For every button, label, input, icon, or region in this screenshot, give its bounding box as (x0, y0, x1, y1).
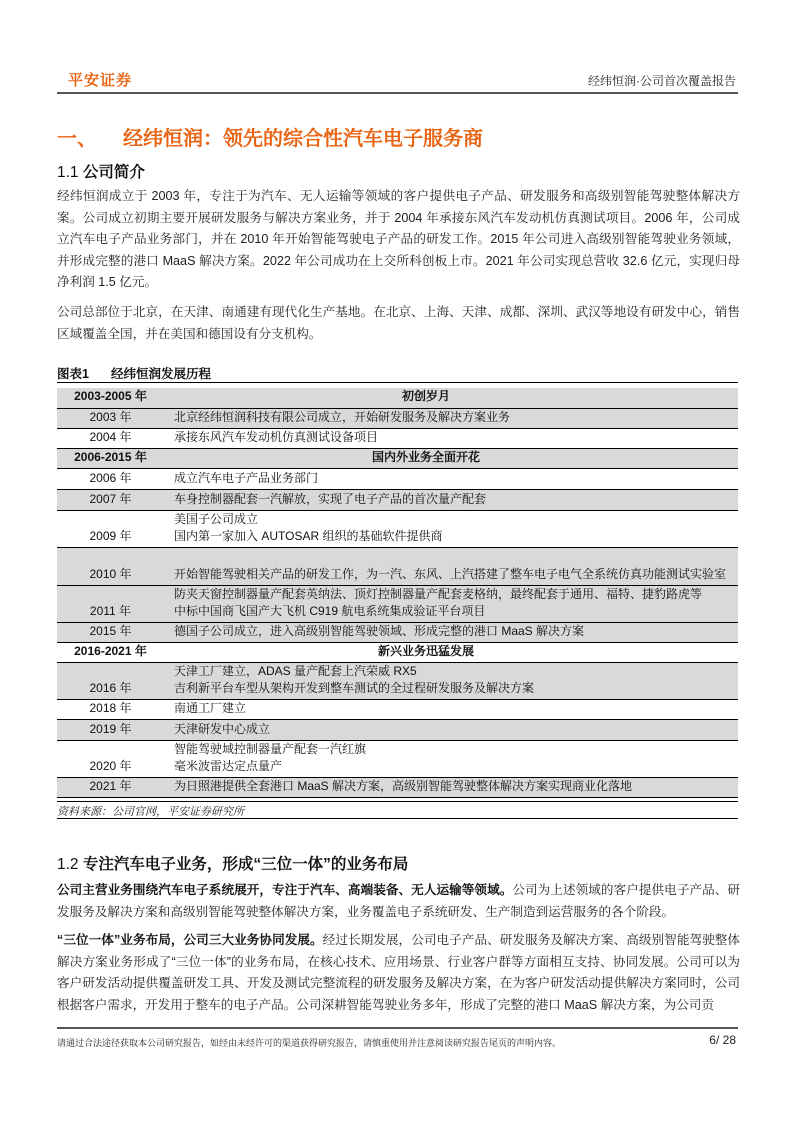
year-cell: 2016 年 (57, 662, 164, 699)
year-cell: 2003-2005 年 (57, 388, 164, 408)
year-cell: 2009 年 (57, 510, 164, 547)
section-heading (57, 122, 483, 151)
year-cell: 2019 年 (57, 719, 164, 740)
table-row (57, 777, 738, 797)
table-row (57, 547, 738, 585)
section-number: 一、 (57, 128, 97, 150)
event-cell: 初创岁月 (164, 388, 738, 408)
document-title: 经纬恒润·公司首次覆盖报告 (588, 74, 736, 88)
event-cell: 国内外业务全面开花 (164, 448, 738, 468)
subsection-title: 专注汽车电子业务，形成“三位一体”的业务布局 (82, 856, 409, 873)
table-row (57, 662, 738, 699)
table-row (57, 585, 738, 622)
event-cell: 美国子公司成立 国内第一家加入 AUTOSAR 组织的基础软件提供商 (164, 510, 738, 547)
footer-disclaimer: 请通过合法途径获取本公司研究报告，如经由未经许可的渠道获得研究报告，请慎重使用并注意阅读研究报告尾页的声明内容。 (57, 1038, 562, 1048)
subsection-number: 1.2 (57, 856, 79, 873)
header-divider (57, 92, 738, 94)
paragraph-text: 公司为上述领域的客户提供电子产品、研发服务及解决方案和高级别智能驾驶整体解决方案，业务覆盖电子系统研发、生产制造到运营服务的各个阶段。 (57, 883, 741, 919)
section-title: 经纬恒润：领先的综合性汽车电子服务商 (123, 128, 483, 150)
year-cell: 2015 年 (57, 622, 164, 642)
year-cell: 2007 年 (57, 489, 164, 510)
year-cell: 2021 年 (57, 777, 164, 797)
table-section-row (57, 448, 738, 468)
source-divider (57, 801, 738, 802)
table-row (57, 622, 738, 642)
figure-source: 资料来源：公司官网，平安证券研究所 (57, 806, 244, 818)
figure-title (57, 364, 211, 382)
event-cell: 为日照港提供全套港口 MaaS 解决方案，高级别智能驾驶整体解决方案实现商业化落地 (164, 777, 738, 797)
event-cell: 成立汽车电子产品业务部门 (164, 468, 738, 489)
table-section-row (57, 642, 738, 662)
event-cell: 开始智能驾驶相关产品的研发工作，为一汽、东风、上汽搭建了整车电子电气全系统仿真功能测试实验室 (164, 547, 738, 585)
year-cell: 2003 年 (57, 408, 164, 428)
figure-label: 图表1 (57, 367, 89, 381)
year-cell: 2006 年 (57, 468, 164, 489)
paragraph: 公司总部位于北京，在天津、南通建有现代化生产基地。在北京、上海、天津、成都、深圳、武汉等地设有研发中心，销售区域覆盖全国，并在美国和德国设有分支机构。 (57, 305, 740, 341)
paragraph: 经纬恒润成立于 2003 年，专注于为汽车、无人运输等领域的客户提供电子产品、研发服务和高级别智能驾驶整体解决方案。公司成立初期主要开展研发服务与解决方案业务，并于 2004 年承接东风汽车发动机仿真测试项目。2006 年，公司成立汽车电子产品业务部门，并在 2010 年开始智能驾驶电子产品的研发工作。2015 年公司进入高级别智能驾驶业务领域，并形成完整的港口 MaaS 解决方案。2022 年公司成功在上交所科创板上市。2021 年公司实现总营收 32.6 亿元，实现归母净利润 1.5 亿元。 (57, 189, 740, 290)
event-cell: 天津工厂建立，ADAS 量产配套上汽荣威 RX5 吉利新平台车型从架构开发到整车测试的全过程研发服务及解决方案 (164, 662, 738, 699)
table-row (57, 719, 738, 740)
event-cell: 承接东风汽车发动机仿真测试设备项目 (164, 428, 738, 448)
subsection-number: 1.1 (57, 164, 79, 181)
year-cell: 2018 年 (57, 699, 164, 719)
page-number: 6/ 28 (709, 1033, 736, 1047)
subsection-heading-1-1 (57, 160, 145, 182)
source-divider (57, 818, 738, 819)
paragraph-lead: “三位一体”业务布局，公司三大业务协同发展。 (57, 933, 323, 947)
event-cell: 南通工厂建立 (164, 699, 738, 719)
paragraph-text: 经过长期发展，公司电子产品、研发服务及解决方案、高级别智能驾驶整体解决方案业务形成了“三位一体”的业务布局，在核心技术、应用场景、行业客户群等方面相互支持、协同发展。公司可以为客户研发活动提供覆盖研发工具、开发及测试完整流程的研发服务及解决方案，在为客户研发活动提供解决方案同时，公司根据客户需求，开发用于整车的电子产品。公司深耕智能驾驶业务多年，形成了完整的港口 MaaS 解决方案，为公司贡 (57, 933, 741, 1012)
table-row (57, 740, 738, 777)
event-cell: 北京经纬恒润科技有限公司成立，开始研发服务及解决方案业务 (164, 408, 738, 428)
year-cell: 2006-2015 年 (57, 448, 164, 468)
event-cell: 智能驾驶域控制器量产配套一汽红旗 毫米波雷达定点量产 (164, 740, 738, 777)
year-cell: 2016-2021 年 (57, 642, 164, 662)
figure-caption: 经纬恒润发展历程 (110, 367, 211, 381)
table-row (57, 428, 738, 448)
paragraph (57, 880, 740, 923)
event-cell: 防夹天窗控制器量产配套英纳法、顶灯控制器量产配套麦格纳，最终配套于通用、福特、捷豹路虎等 中标中国商飞国产大飞机 C919 航电系统集成验证平台项目 (164, 585, 738, 622)
footer-divider (57, 1027, 738, 1029)
paragraph-lead: 公司主营业务围绕汽车电子系统展开，专注于汽车、高端装备、无人运输等领域。 (57, 883, 513, 897)
event-cell: 天津研发中心成立 (164, 719, 738, 740)
subsection-heading-1-2 (57, 852, 408, 874)
table-row (57, 510, 738, 547)
table-section-row (57, 388, 738, 408)
year-cell: 2004 年 (57, 428, 164, 448)
figure-divider (57, 382, 738, 383)
event-cell: 车身控制器配套一汽解放，实现了电子产品的首次量产配套 (164, 489, 738, 510)
paragraph (57, 930, 740, 1016)
year-cell: 2020 年 (57, 740, 164, 777)
table-row (57, 489, 738, 510)
event-cell: 新兴业务迅猛发展 (164, 642, 738, 662)
event-cell: 德国子公司成立，进入高级别智能驾驶领域、形成完整的港口 MaaS 解决方案 (164, 622, 738, 642)
subsection-title: 公司简介 (82, 164, 145, 181)
year-cell: 2010 年 (57, 547, 164, 585)
year-cell: 2011 年 (57, 585, 164, 622)
table-row (57, 408, 738, 428)
brand-logo: 平安证券 (68, 72, 133, 89)
table-row (57, 699, 738, 719)
timeline-table (57, 388, 738, 798)
table-row (57, 468, 738, 489)
